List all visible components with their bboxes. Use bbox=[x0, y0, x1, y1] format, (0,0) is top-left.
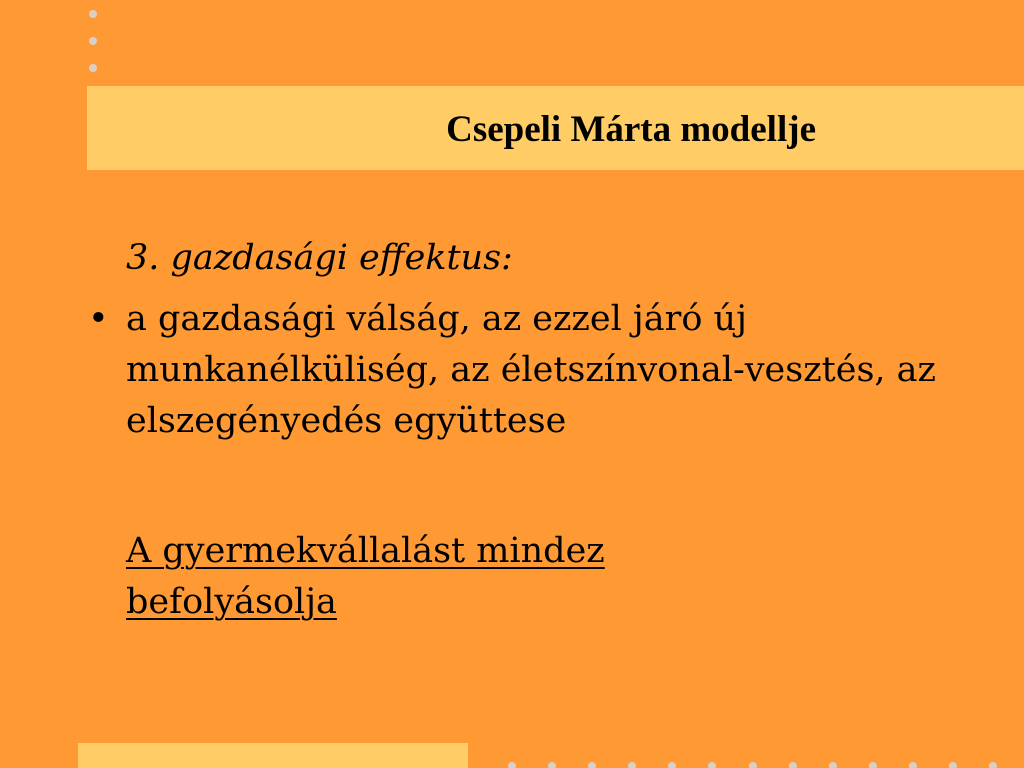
decorative-dot bbox=[869, 762, 877, 768]
decorative-dot bbox=[749, 762, 757, 768]
decorative-dot bbox=[829, 762, 837, 768]
bottom-accent-bar bbox=[78, 743, 468, 768]
slide-content bbox=[88, 232, 1006, 663]
decorative-dot bbox=[668, 762, 676, 768]
conclusion-text: A gyermekvállalást mindez befolyásolja bbox=[126, 531, 605, 622]
decorative-dot bbox=[909, 762, 917, 768]
bullet-marker: • bbox=[88, 299, 109, 339]
bullet-item bbox=[88, 294, 1006, 447]
bottom-decorative-dots bbox=[508, 755, 1024, 765]
decorative-dot bbox=[628, 762, 636, 768]
left-decorative-dots bbox=[89, 10, 99, 91]
decorative-dot bbox=[949, 762, 957, 768]
decorative-dot bbox=[989, 762, 997, 768]
decorative-dot bbox=[89, 64, 97, 72]
decorative-dot bbox=[548, 762, 556, 768]
slide-title: Csepeli Márta modellje bbox=[446, 109, 816, 150]
decorative-dot bbox=[708, 762, 716, 768]
decorative-dot bbox=[789, 762, 797, 768]
bullet-text: a gazdasági válság, az ezzel járó új munkanélküliség, az életszínvonal-vesztés, az elszegényedés együttese bbox=[126, 299, 936, 441]
decorative-dot bbox=[89, 10, 97, 18]
decorative-dot bbox=[508, 762, 516, 768]
subheading: 3. gazdasági effektus: bbox=[126, 238, 513, 278]
decorative-dot bbox=[89, 37, 97, 45]
decorative-dot bbox=[588, 762, 596, 768]
